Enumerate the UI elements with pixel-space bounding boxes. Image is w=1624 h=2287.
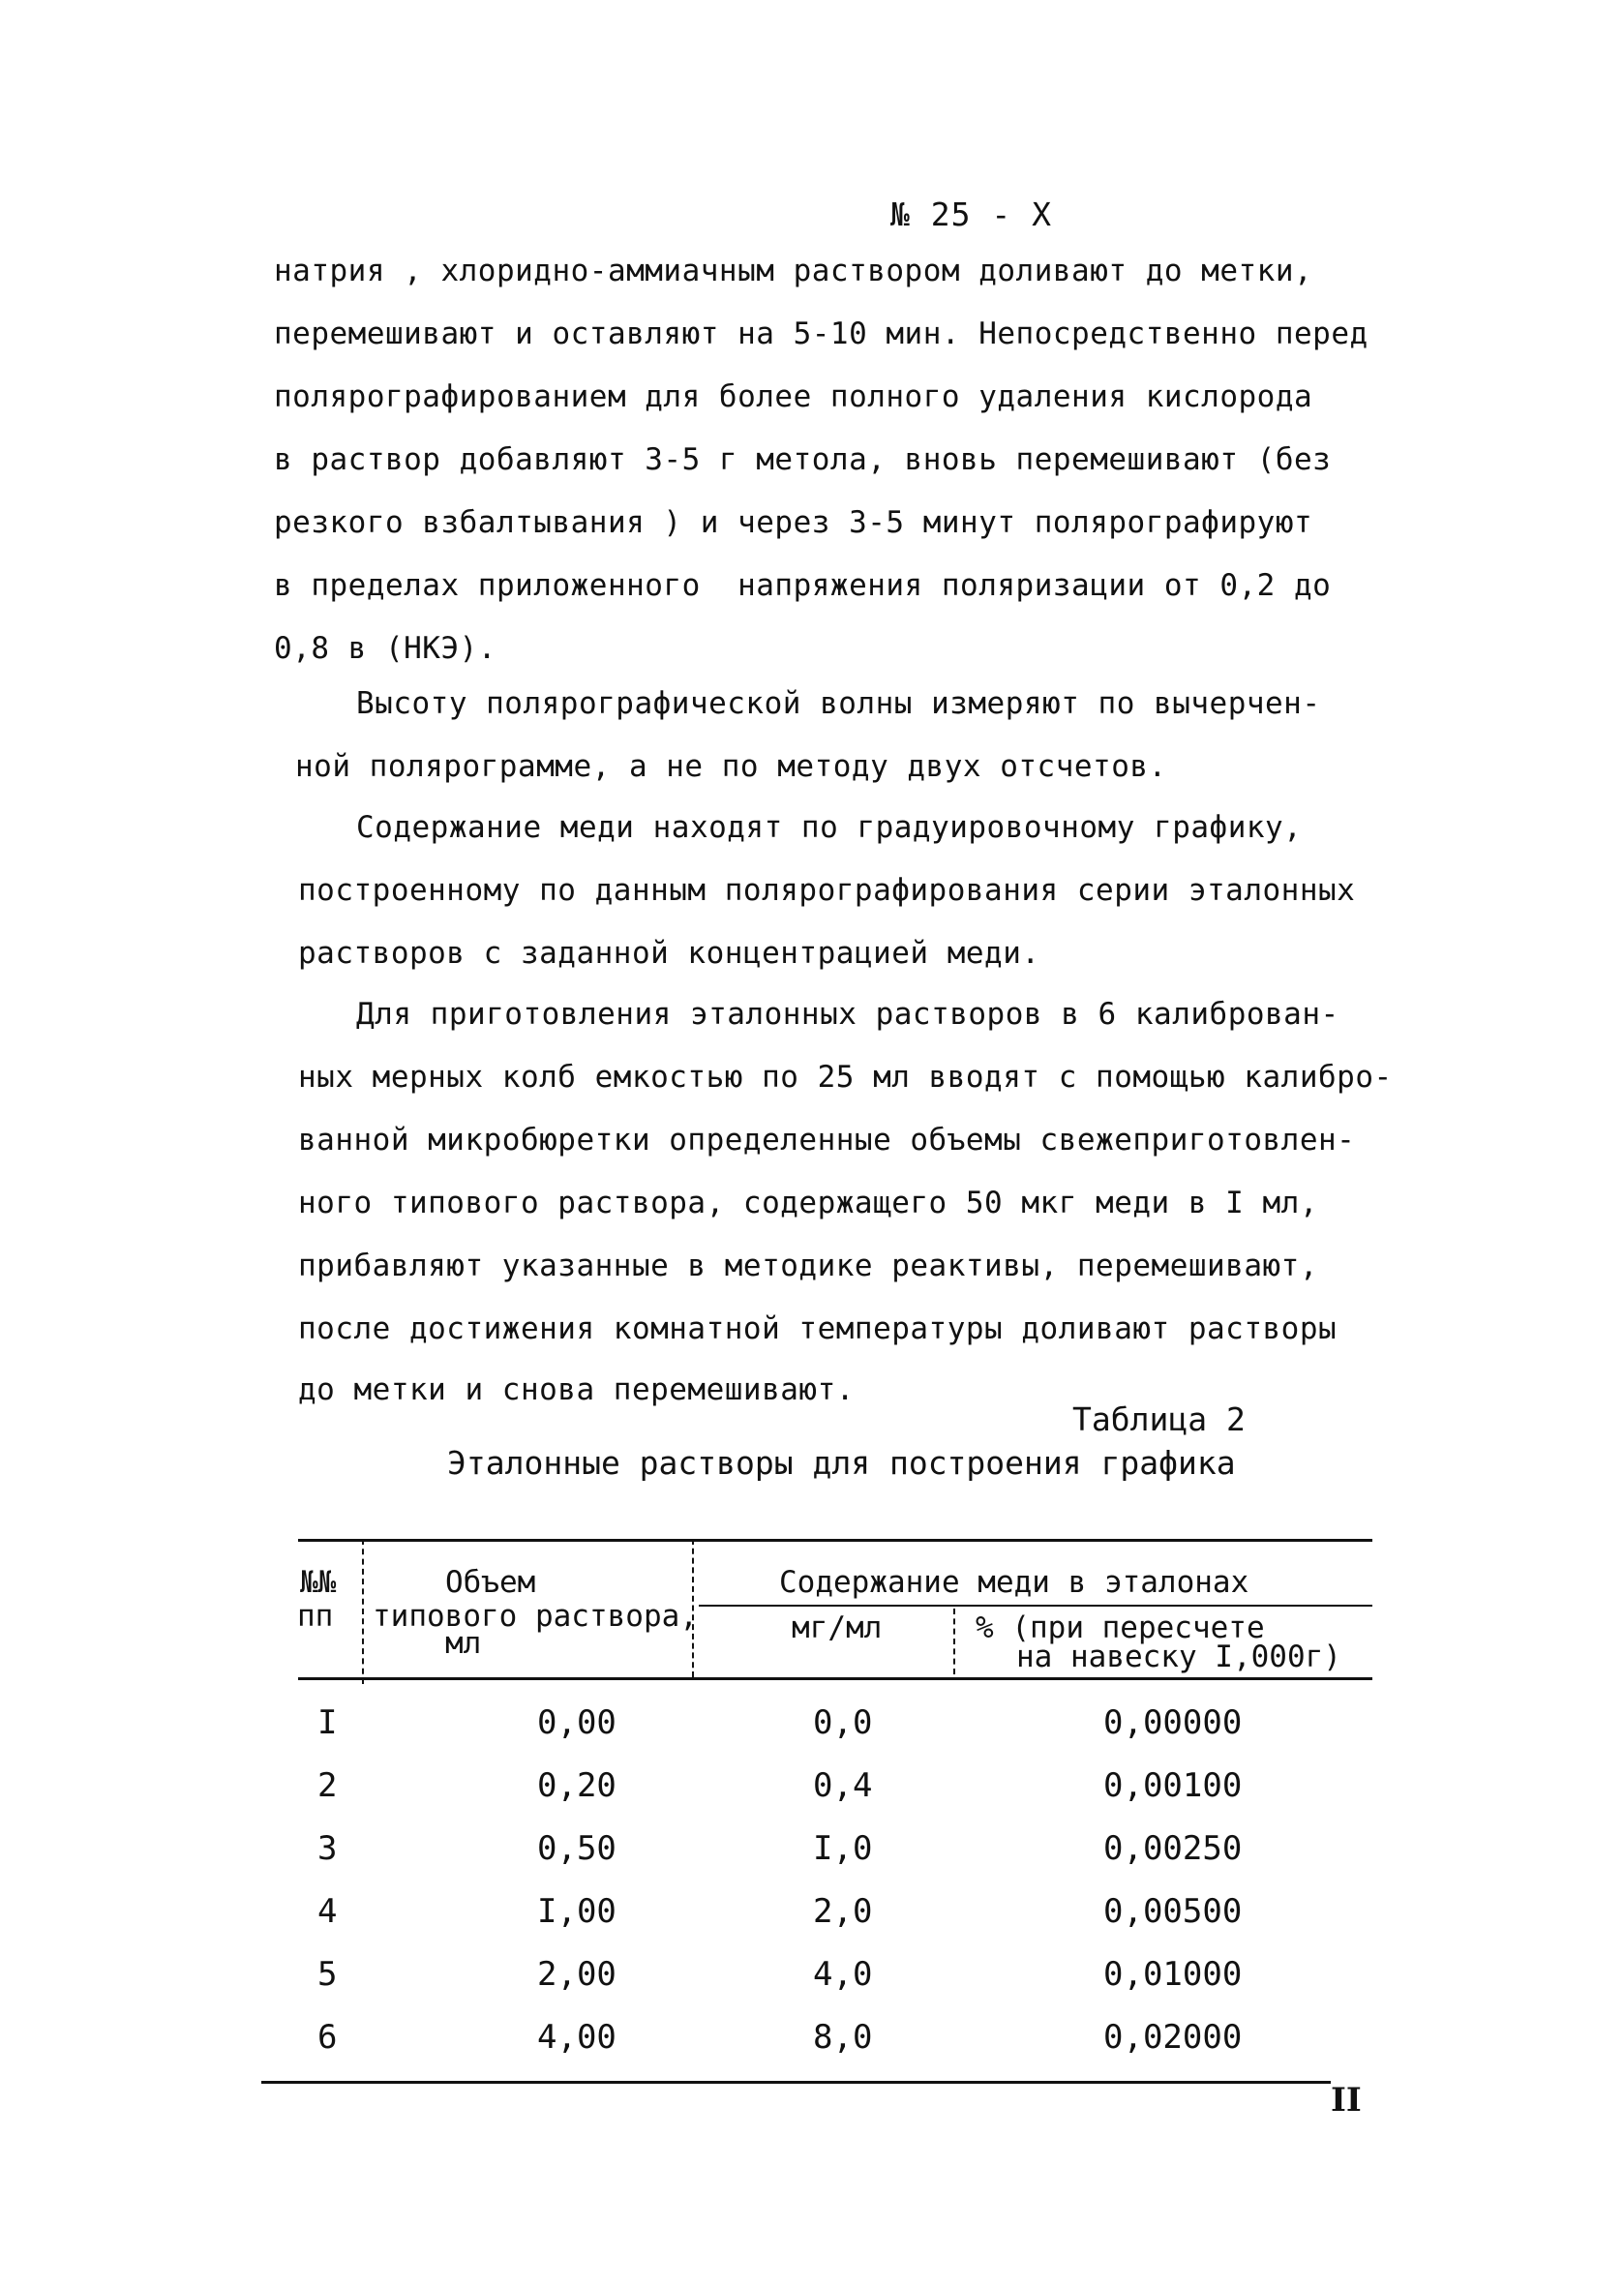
header-num: пп [297,1599,334,1634]
table-cell-num: 3 [317,1829,338,1868]
table-cell-volume: I,00 [537,1892,617,1931]
header-percent: на навеску I,000г) [1016,1640,1341,1674]
paragraph-line: ванной микробюретки определенные объемы свежеприготовлен- [298,1123,1356,1158]
header-percent: % (при пересчете [976,1610,1265,1645]
table-cell-percent: 0,00100 [1103,1766,1243,1805]
header-volume-unit: мл [445,1626,482,1661]
table-cell-mg-ml: 2,0 [813,1892,873,1931]
page-number: II [1331,2081,1362,2120]
paragraph-line: до метки и снова перемешивают. [298,1372,855,1407]
paragraph-line: ного типового раствора, содержащего 50 мкг меди в I мл, [298,1186,1318,1220]
paragraph-line: прибавляют указанные в методике реактивы, перемешивают, [298,1249,1318,1283]
table-cell-volume: 0,50 [537,1829,617,1868]
table-cell-num: 2 [317,1766,338,1805]
table-cell-volume: 0,20 [537,1766,617,1805]
table-cell-num: 4 [317,1892,338,1931]
paragraph-line: построенному по данным полярографирования серии эталонных [298,873,1356,908]
paragraph-line: в пределах приложенного напряжения поляризации от 0,2 до [274,568,1332,603]
table-cell-volume: 2,00 [537,1955,617,1994]
table-cell-volume: 4,00 [537,2018,617,2057]
table-cell-percent: 0,00000 [1103,1703,1243,1742]
table-cell-percent: 0,01000 [1103,1955,1243,1994]
paragraph-line: полярографированием для более полного удаления кислорода [274,379,1313,414]
header-content-group: Содержание меди в эталонах [779,1565,1249,1600]
table-cell-mg-ml: 0,0 [813,1703,873,1742]
paragraph-line: ной полярограмме, а не по методу двух отсчетов. [295,749,1167,784]
paragraph-line: Высоту полярографической волны измеряют по вычерчен- [356,686,1321,721]
table-cell-num: 5 [317,1955,338,1994]
table-top-rule [298,1539,1372,1542]
table-cell-num: I [317,1703,338,1742]
table-bottom-rule [261,2081,1331,2084]
paragraph-line: натрия , хлоридно-аммиачным раствором доливают до метки, [274,254,1313,288]
paragraph-line: Содержание меди находят по градуировочному графику, [356,810,1303,845]
header-num: №№ [300,1565,337,1600]
table-cell-percent: 0,02000 [1103,2018,1243,2057]
paragraph-line: после достижения комнатной температуры доливают растворы [298,1311,1338,1346]
paragraph-line: Для приготовления эталонных растворов в 6 калиброван- [356,997,1339,1032]
table-cell-volume: 0,00 [537,1703,617,1742]
paragraph-line: резкого взбалтывания ) и через 3-5 минут полярографируют [274,505,1313,540]
table-label: Таблица 2 [1072,1400,1246,1438]
header-mg-ml: мг/мл [792,1610,883,1645]
paragraph-line: ных мерных колб емкостью по 25 мл вводят с помощью калибро- [298,1060,1393,1095]
header-volume: типового раствора, [373,1599,698,1634]
paragraph-line: в раствор добавляют 3-5 г метола, вновь перемешивают (без [274,442,1332,477]
table-group-rule [699,1605,1372,1607]
paragraph-line: растворов с заданной концентрацией меди. [298,936,1040,971]
table-cell-percent: 0,00250 [1103,1829,1243,1868]
table-cell-mg-ml: 0,4 [813,1766,873,1805]
header-volume: Объем [445,1565,536,1600]
table-header-bottom-rule [298,1677,1372,1680]
paragraph-line: перемешивают и оставляют на 5-10 мин. Непосредственно перед [274,316,1368,351]
paragraph-line: 0,8 в (НКЭ). [274,631,496,666]
table-cell-mg-ml: I,0 [813,1829,873,1868]
table-cell-num: 6 [317,2018,338,2057]
table-column-divider [953,1609,957,1674]
table-cell-mg-ml: 8,0 [813,2018,873,2057]
table-title: Эталонные растворы для построения графика [447,1444,1236,1482]
page-header: № 25 - X [890,196,1052,233]
table-cell-mg-ml: 4,0 [813,1955,873,1994]
table-cell-percent: 0,00500 [1103,1892,1243,1931]
table-column-divider [362,1539,366,1684]
